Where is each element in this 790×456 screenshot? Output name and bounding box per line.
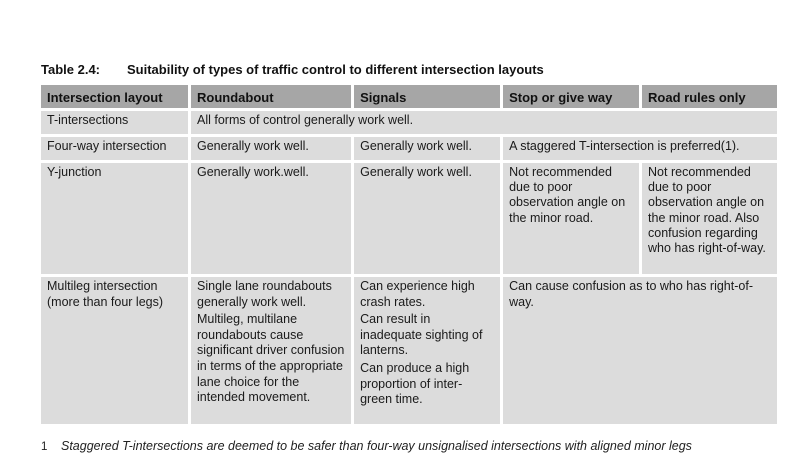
cell-y-junction-stop-or-give-way: Not recommended due to poor observation angle on the minor road. [503, 163, 639, 274]
cell-four-way-signals: Generally work well. [354, 137, 500, 160]
footnote-text: Staggered T-intersections are deemed to be safer than four-way unsignalised intersections with aligned minor legs [61, 439, 692, 453]
table-footnote [41, 439, 692, 453]
cell-layout-y-junction: Y-junction [41, 163, 188, 274]
cell-y-junction-signals: Generally work well. [354, 163, 500, 274]
multileg-layout-line2: (more than four legs) [47, 294, 164, 309]
cell-layout-four-way: Four-way intersection [41, 137, 188, 160]
suitability-table [38, 82, 780, 427]
cell-multileg-signals [354, 277, 500, 424]
cell-layout-multileg [41, 277, 188, 424]
table-caption [41, 62, 544, 77]
header-stop-or-give-way: Stop or give way [503, 85, 639, 108]
cell-four-way-roundabout: Generally work well. [191, 137, 351, 160]
cell-layout-t-intersections: T-intersections [41, 111, 188, 134]
cell-multileg-roundabout [191, 277, 351, 424]
cell-t-intersections-all-forms: All forms of control generally work well. [191, 111, 777, 134]
multileg-signals-para1: Can experience high crash rates. [360, 279, 475, 309]
multileg-roundabout-para2: Multileg, multilane roundabouts cause significant driver confusion in terms of the appropriate lane choice for the intended movement. [197, 312, 345, 405]
cell-y-junction-road-rules: Not recommended due to poor observation angle on the minor road. Also confusion regarding who has right-of-way. [642, 163, 777, 274]
header-road-rules-only: Road rules only [642, 85, 777, 108]
header-signals: Signals [354, 85, 500, 108]
table-row-y-junction [41, 163, 777, 274]
header-roundabout: Roundabout [191, 85, 351, 108]
table-row-multileg [41, 277, 777, 424]
multileg-layout-line1: Multileg intersection [47, 279, 158, 293]
multileg-signals-para3: Can produce a high proportion of inter-green time. [360, 360, 470, 407]
cell-multileg-stop-and-rules: Can cause confusion as to who has right-of-way. [503, 277, 777, 424]
table-number: Table 2.4: [41, 62, 101, 77]
cell-y-junction-roundabout: Generally work.well. [191, 163, 351, 274]
table-title: Suitability of types of traffic control to different intersection layouts [127, 62, 544, 77]
table-row-t-intersections [41, 111, 777, 134]
header-intersection-layout: Intersection layout [41, 85, 188, 108]
footnote-number: 1 [41, 441, 48, 453]
cell-four-way-stop-and-rules: A staggered T-intersection is preferred(1). [503, 137, 777, 160]
multileg-signals-para2: Can result in inadequate sighting of lanterns. [360, 312, 483, 358]
table-row-four-way [41, 137, 777, 160]
multileg-roundabout-para1: Single lane roundabouts generally work well. [197, 279, 332, 309]
table-header-row [41, 85, 777, 108]
